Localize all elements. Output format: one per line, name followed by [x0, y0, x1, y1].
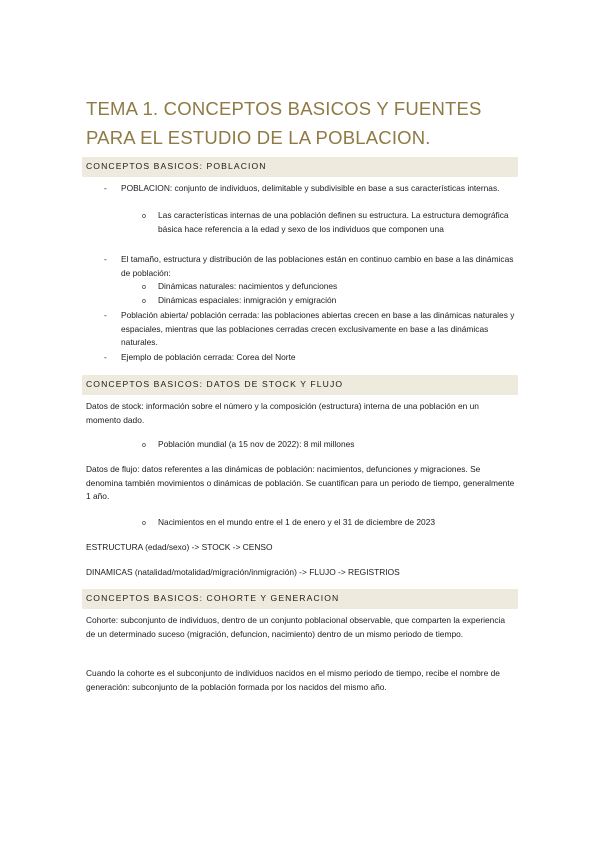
document-title: TEMA 1. CONCEPTOS BASICOS Y FUENTES PARA EL ESTUDIO DE LA POBLACION.: [86, 98, 482, 148]
paragraph: Cuando la cohorte es el subconjunto de individuos nacidos en el mismo periodo de tiempo, recibe el nombre de generación: subconjunto de la población formada por los nacidos del mismo año.: [86, 668, 500, 692]
sub-bullet-text: Dinámicas naturales: nacimientos y defunciones: [158, 281, 338, 291]
bullet-circle: o: [142, 298, 146, 305]
bullet-text: Ejemplo de población cerrada: Corea del Norte: [121, 352, 296, 362]
sub-bullet-text: Población mundial (a 15 nov de 2022): 8 mil millones: [158, 439, 355, 449]
bullet-circle: o: [142, 442, 146, 449]
sub-bullet-text: Las características internas de una población definen su estructura. La estructura demográfica básica hace referencia a la edad y sexo de los individuos que componen una: [158, 210, 509, 234]
bullet-text: Población abierta/ población cerrada: las poblaciones abiertas crecen en base a las dinámicas naturales y espaciales, mientras que las poblaciones cerradas crecen exclusivamente en base a las dinámicas naturales.: [121, 310, 515, 347]
bullet-circle: o: [142, 213, 146, 220]
paragraph: DINAMICAS (natalidad/motalidad/migración/inmigración) -> FLUJO -> REGISTRIOS: [86, 567, 400, 577]
paragraph: Cohorte: subconjunto de individuos, dentro de un conjunto poblacional observable, que comparten la experiencia de un determinado suceso (migración, defuncion, nacimiento) dentro de un mismo periodo de tiempo.: [86, 615, 506, 639]
paragraph: Datos de flujo: datos referentes a las dinámicas de población: nacimientos, defunciones y migraciones. Se denomina también movimientos o dinámicas de población. Se cuantifican para un periodo de tiempo, generalmente 1 año.: [86, 464, 515, 501]
bullet-circle: o: [142, 520, 146, 527]
bullet-dash: -: [104, 310, 107, 320]
section-heading: CONCEPTOS BASICOS: POBLACION: [86, 161, 267, 171]
bullet-dash: -: [104, 183, 107, 193]
bullet-text: POBLACION: conjunto de individuos, delimitable y subdivisible en base a sus características internas.: [121, 183, 500, 193]
section-heading-band: [82, 589, 518, 609]
bullet-dash: -: [104, 352, 107, 362]
section-heading-band: [82, 157, 518, 177]
paragraph: Datos de stock: información sobre el número y la composición (estructura) interna de una población en un momento dado.: [86, 401, 479, 425]
section-heading: CONCEPTOS BASICOS: DATOS DE STOCK Y FLUJO: [86, 379, 344, 389]
sub-bullet-text: Nacimientos en el mundo entre el 1 de enero y el 31 de diciembre de 2023: [158, 517, 436, 527]
sub-bullet-text: Dinámicas espaciales: inmigración y emigración: [158, 295, 337, 305]
bullet-text: El tamaño, estructura y distribución de las poblaciones están en continuo cambio en base a las dinámicas de población:: [121, 254, 514, 278]
paragraph: ESTRUCTURA (edad/sexo) -> STOCK -> CENSO: [86, 542, 273, 552]
section-heading-band: [82, 375, 518, 395]
bullet-dash: -: [104, 254, 107, 264]
bullet-circle: o: [142, 284, 146, 291]
section-heading: CONCEPTOS BASICOS: COHORTE Y GENERACION: [86, 593, 340, 603]
